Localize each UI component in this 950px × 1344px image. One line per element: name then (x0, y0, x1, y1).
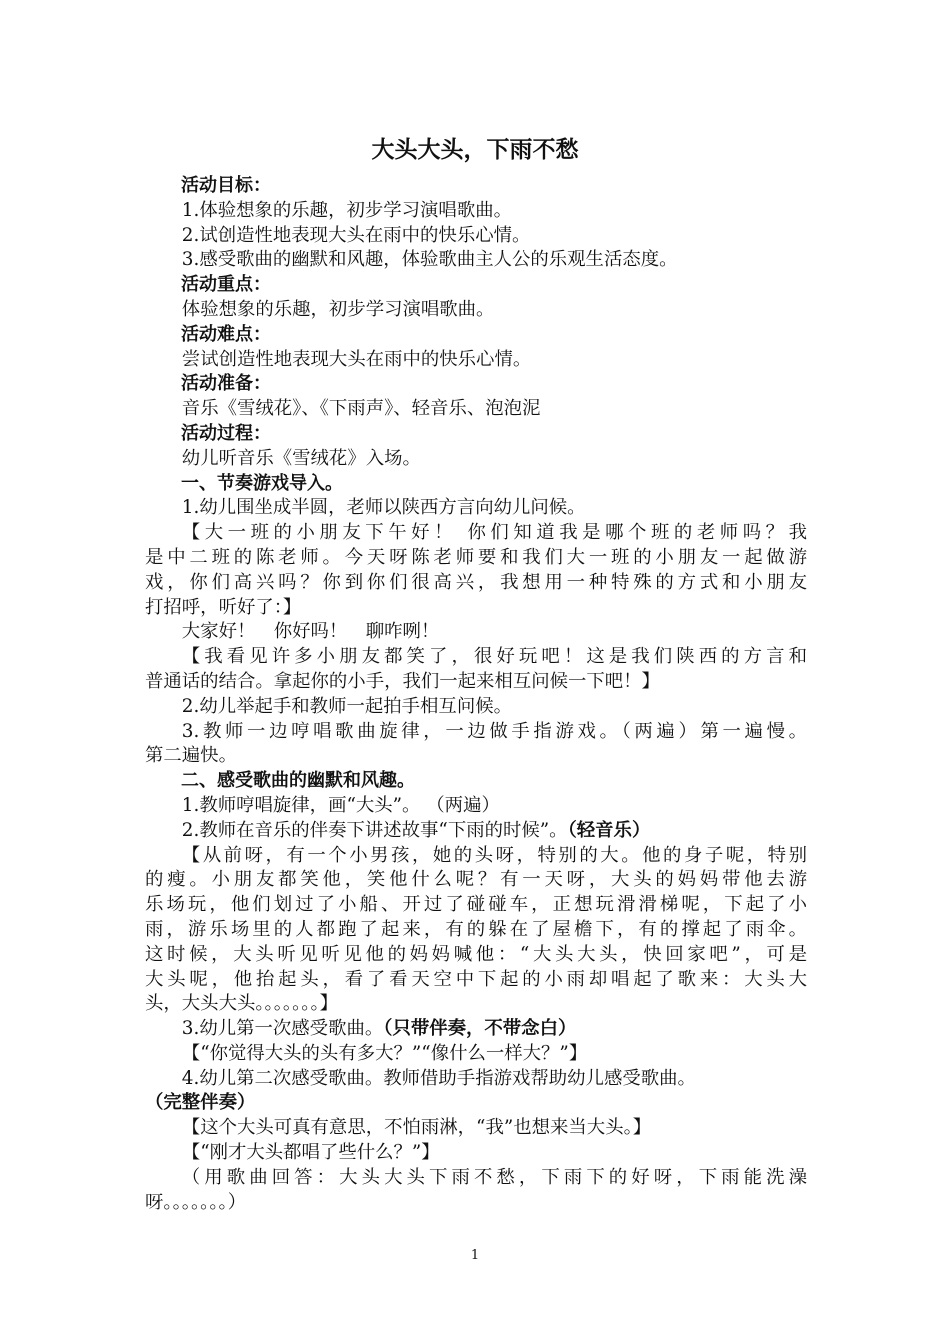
section2-step3 (145, 1017, 807, 1042)
story-line: 乐场玩，他们划过了小船、开过了碰碰车，正想玩滑滑梯呢，下起了小 (145, 894, 807, 916)
story-line: 的瘦。小朋友都笑他，笑他什么呢？有一天呀，大头的妈妈带他去游 (145, 869, 807, 891)
story-line: 【从前呀，有一个小男孩，她的头呀，特别的大。他的身子呢，特别 (181, 844, 807, 866)
page-number: 1 (470, 1248, 480, 1263)
section1-step3-line: 3.教师一边哼唱歌曲旋律，一边做手指游戏。（两遍）第一遍慢。 (181, 720, 807, 742)
document-body (145, 174, 807, 1215)
story-line: 这时候，大头听见听见他的妈妈喊他：“大头大头，快回家吧”，可是 (145, 943, 807, 965)
process-heading: 活动过程： (181, 422, 271, 444)
document-title: 大头大头，下雨不愁 (371, 137, 579, 163)
story-line: 雨，游乐场里的人都跑了起来，有的躲在了屋檐下，有的撑起了雨伞。 (145, 918, 807, 940)
answer-line: （用歌曲回答：大头大头下雨不愁，下雨下的好呀，下雨能洗澡 (181, 1166, 807, 1188)
answer-line: 呀。。。。。。。） (145, 1191, 247, 1213)
quote3: 【“你觉得大头的头有多大？”“像什么一样大？”】 (181, 1042, 588, 1064)
section2-step2 (145, 819, 807, 844)
quote1-line: 【大一班的小朋友下午好！ 你们知道我是哪个班的老师吗？我 (181, 522, 807, 544)
story-line: 大头呢，他抬起头，看了看天空中下起的小雨却唱起了歌来：大头大 (145, 968, 807, 990)
entry-text: 幼儿听音乐《雪绒花》入场。 (181, 447, 421, 469)
difficulty-text: 尝试创造性地表现大头在雨中的快乐心情。 (181, 348, 532, 370)
quote2-line: 普通话的结合。拿起你的小手，我们一起来相互问候一下吧！】 (145, 670, 660, 692)
section2-step1: 1.教师哼唱旋律，画“大头”。 （两遍） (181, 794, 500, 816)
section2-step2-text: 2.教师在音乐的伴奏下讲述故事“下雨的时候”。 (181, 819, 568, 841)
greeting-line: 大家好！ 你好吗！ 聊咋咧！ (181, 621, 440, 643)
prep-heading: 活动准备： (181, 373, 271, 395)
goal-item: 1.体验想象的乐趣，初步学习演唱歌曲。 (181, 199, 512, 221)
goal-item: 2.试创造性地表现大头在雨中的快乐心情。 (181, 224, 531, 246)
section2-step4-note: （完整伴奏） (145, 1092, 256, 1114)
focus-text: 体验想象的乐趣，初步学习演唱歌曲。 (181, 298, 495, 320)
story-line: 头，大头大头。。。。。。。】 (145, 993, 339, 1015)
section2-step2-note: （轻音乐） (567, 819, 651, 841)
section2-step3-text: 3.幼儿第一次感受歌曲。 (181, 1018, 384, 1040)
difficulty-heading: 活动难点： (181, 323, 271, 345)
focus-heading: 活动重点： (181, 274, 271, 296)
quote5: 【“刚才大头都唱了些什么？”】 (181, 1142, 440, 1164)
quote1-line: 是中二班的陈老师。今天呀陈老师要和我们大一班的小朋友一起做游 (145, 546, 807, 568)
goals-heading: 活动目标： (181, 175, 271, 196)
section2-step3-note: （只带伴奏，不带念白） (383, 1018, 577, 1040)
quote1-line: 戏，你们高兴吗？你到你们很高兴，我想用一种特殊的方式和小朋友 (145, 571, 807, 593)
prep-text: 音乐《雪绒花》、《下雨声》、轻音乐、泡泡泥 (181, 398, 541, 420)
section1-step1: 1.幼儿围坐成半圆，老师以陕西方言向幼儿问候。 (181, 497, 586, 519)
quote4: 【这个大头可真有意思，不怕雨淋，“我”也想来当大头。】 (181, 1117, 652, 1139)
section1-heading: 一、节奏游戏导入。 (181, 472, 343, 494)
section2-heading: 二、感受歌曲的幽默和风趣。 (181, 770, 415, 792)
section2-step4-text: 4.幼儿第二次感受歌曲。教师借助手指游戏帮助幼儿感受歌曲。 (181, 1067, 696, 1089)
goal-item: 3.感受歌曲的幽默和风趣，体验歌曲主人公的乐观生活态度。 (181, 249, 678, 271)
quote2-line: 【我看见许多小朋友都笑了，很好玩吧！这是我们陕西的方言和 (181, 646, 807, 668)
section1-step2: 2.幼儿举起手和教师一起拍手相互问候。 (181, 695, 512, 717)
quote1-line: 打招呼，听好了：】 (145, 596, 302, 618)
section1-step3-line: 第二遍快。 (145, 745, 237, 767)
